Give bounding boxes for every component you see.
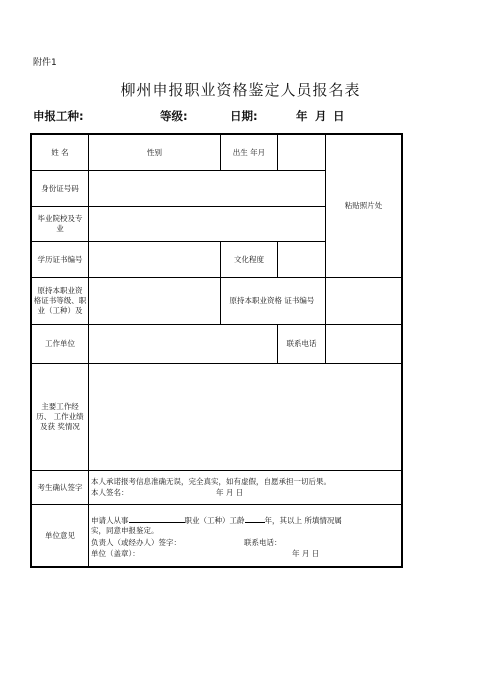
date-label: 日期: [230, 109, 258, 123]
opinion-date: 年 月 日 [292, 549, 320, 558]
education-input[interactable] [278, 242, 325, 277]
employer-label: 工作单位 [45, 339, 75, 348]
school-label: 毕业院校及专业 [37, 214, 83, 233]
opinion-phone-label: 联系电话： [244, 538, 282, 547]
held-cert-number-label: 原持本职业资格 证书编号 [229, 296, 315, 305]
id-number-label: 身份证号码 [41, 183, 79, 193]
cert-number-input[interactable] [89, 242, 220, 277]
opinion-text-2: 职业（工种）工龄 [184, 516, 245, 525]
table-right-border [401, 133, 403, 568]
opinion-line-2: 实，同意申报鉴定。 [91, 526, 159, 535]
school-input[interactable] [89, 207, 325, 241]
registration-form-table [30, 133, 403, 568]
job-type-label: 申报工种: [33, 109, 84, 123]
attachment-label: 附件1 [33, 58, 57, 68]
level-label: 等级: [160, 109, 188, 123]
name-label: 姓 名 [51, 147, 69, 157]
confirm-date: 年 月 日 [216, 488, 244, 497]
date-day: 日 [333, 109, 345, 123]
held-level-input[interactable] [89, 278, 220, 324]
opinion-text-1: 申请人从事 [91, 516, 129, 525]
occupation-blank[interactable] [129, 514, 185, 523]
gender-label: 性别 [147, 147, 162, 157]
birth-input[interactable] [278, 135, 325, 170]
opinion-text-3: 年，其以上 所填情况属 [264, 516, 342, 525]
photo-placeholder[interactable]: 粘贴照片处 [344, 201, 383, 210]
col-divider [220, 277, 221, 324]
phone-input[interactable] [326, 325, 401, 363]
applicant-confirm-label: 考生确认签字 [37, 482, 83, 492]
education-label: 文化程度 [234, 254, 264, 264]
opinion-responsible-label: 负责人（或经办人）签字： [91, 538, 181, 547]
form-title: 柳州申报职业资格鉴定人员报名表 [120, 81, 361, 99]
cert-number-label: 学历证书编号 [37, 254, 83, 264]
experience-input[interactable] [89, 364, 401, 470]
employer-input[interactable] [89, 325, 277, 363]
held-cert-number-input[interactable] [326, 278, 401, 324]
held-level-label: 原持本职业资 格证书等级、职 业（工种）及 [33, 286, 87, 315]
opinion-seal-label: 单位（盖章）： [91, 549, 140, 558]
confirm-signature-label: 本人签名： [91, 488, 129, 497]
date-month: 月 [315, 109, 327, 123]
phone-label: 联系电话 [286, 339, 317, 348]
table-bottom-border [30, 566, 403, 568]
experience-label: 主要工作经历、 工作业绩及获 奖情况 [36, 402, 84, 431]
id-number-input[interactable] [89, 171, 325, 206]
unit-opinion-label: 单位意见 [45, 530, 75, 540]
date-year: 年 [296, 109, 308, 123]
birth-label: 出生 年月 [232, 147, 266, 157]
confirm-statement: 本人承诺报考信息准确无误，完全真实，如有虚假，自愿承担一切后果。 [91, 477, 331, 486]
years-blank[interactable] [245, 514, 265, 523]
